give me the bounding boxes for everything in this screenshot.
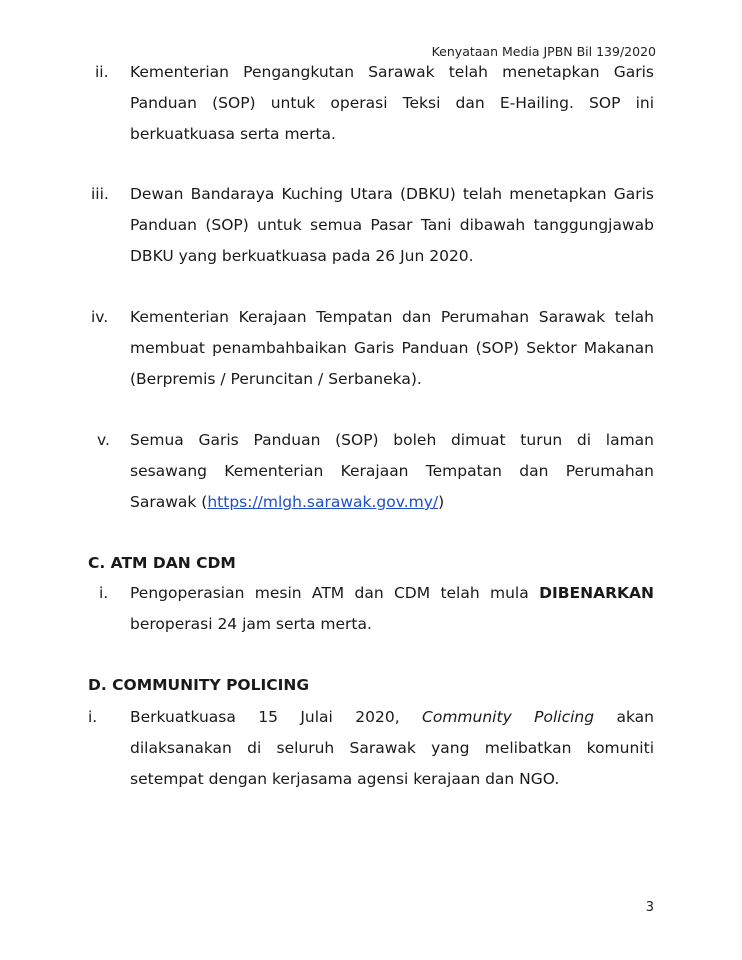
item-number: i. [99,584,109,602]
item-text-after: akan dilaksanakan di seluruh Sarawak yang melibatkan komuniti setempat dengan kerjasama agensi kerajaan dan NGO. [130,708,654,788]
item-number: i. [88,708,98,726]
italic-text: Community Policing [422,708,595,726]
item-text-before: Berkuatkuasa 15 Julai 2020, [130,708,423,726]
item-number: iii. [91,185,109,203]
item-text [130,425,654,518]
document-header: Kenyataan Media JPBN Bil 139/2020 [431,44,656,59]
section-c-heading: C. ATM DAN CDM [88,554,236,572]
website-link[interactable]: https://mlgh.sarawak.gov.my/ [207,493,439,511]
section-d-heading: D. COMMUNITY POLICING [88,676,310,694]
item-text [130,578,654,640]
item-text: Kementerian Kerajaan Tempatan dan Perumahan Sarawak telah membuat penambahbaikan Garis Panduan (SOP) Sektor Makanan (Berpremis / Peruncitan / Serbaneka). [130,308,654,388]
item-number: iv. [91,308,109,326]
item-number: v. [97,431,110,449]
item-text: Kementerian Pengangkutan Sarawak telah menetapkan Garis Panduan (SOP) untuk operasi Teksi dan E-Hailing. SOP ini berkuatkuasa serta merta. [130,63,654,143]
item-text [130,702,654,795]
item-text-before: Pengoperasian mesin ATM dan CDM telah mula [130,584,540,602]
item-text-before: Semua Garis Panduan (SOP) boleh dimuat turun di laman sesawang Kementerian Kerajaan Tempatan dan Perumahan Sarawak ( [130,431,654,511]
item-text-after: ) [438,493,445,511]
item-text: Dewan Bandaraya Kuching Utara (DBKU) telah menetapkan Garis Panduan (SOP) untuk semua Pasar Tani dibawah tanggungjawab DBKU yang berkuatkuasa pada 26 Jun 2020. [130,185,654,265]
item-text-after: beroperasi 24 jam serta merta. [130,615,372,633]
page-number: 3 [645,900,654,915]
item-number: ii. [95,63,109,81]
emphasis-text: DIBENARKAN [539,584,654,602]
